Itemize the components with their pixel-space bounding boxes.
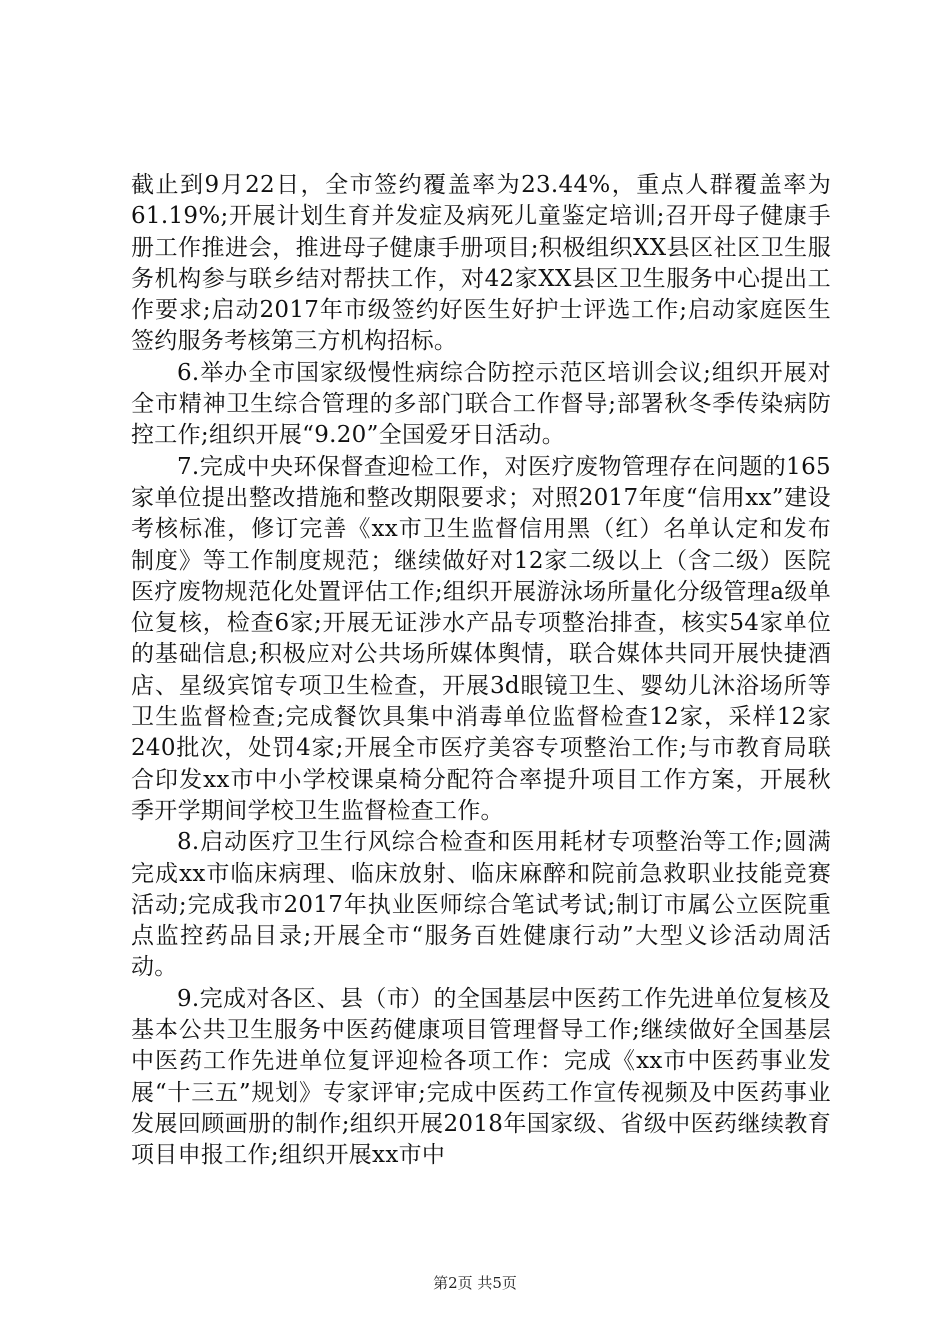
paragraph-item-6: 6.举办全市国家级慢性病综合防控示范区培训会议;组织开展对全市精神卫生综合管理的多部门联合工作督导;部署秋冬季传染病防控工作;组织开展“9.20”全国爱牙日活动。 bbox=[131, 359, 831, 449]
document-body bbox=[131, 170, 831, 1172]
paragraph-intro: 截止到9月22日，全市签约覆盖率为23.44%，重点人群覆盖率为61.19%;开展计划生育并发症及病死儿童鉴定培训;召开母子健康手册工作推进会，推进母子健康手册项目;积极组织XX县区社区卫生服务机构参与联乡结对帮扶工作，对42家XX县区卫生服务中心提出工作要求;启动2017年市级签约好医生好护士评选工作;启动家庭医生签约服务考核第三方机构招标。 bbox=[131, 172, 831, 355]
page-number-footer: 第2页 共5页 bbox=[433, 1274, 517, 1292]
paragraph-item-8: 8.启动医疗卫生行风综合检查和医用耗材专项整治等工作;圆满完成xx市临床病理、临床放射、临床麻醉和院前急救职业技能竞赛活动;完成我市2017年执业医师综合笔试考试;制订市属公立医院重点监控药品目录;开展全市“服务百姓健康行动”大型义诊活动周活动。 bbox=[131, 829, 831, 981]
paragraph-item-7: 7.完成中央环保督查迎检工作，对医疗废物管理存在问题的165家单位提出整改措施和整改期限要求；对照2017年度“信用xx”建设考核标准，修订完善《xx市卫生监督信用黑（红）名单认定和发布制度》等工作制度规范；继续做好对12家二级以上（含二级）医院医疗废物规范化处置评估工作;组织开展游泳场所量化分级管理a级单位复核，检查6家;开展无证涉水产品专项整治排查，核实54家单位的基础信息;积极应对公共场所媒体舆情，联合媒体共同开展快捷酒店、星级宾馆专项卫生检查，开展3d眼镜卫生、婴幼儿沐浴场所等卫生监督检查;完成餐饮具集中消毒单位监督检查12家，采样12家240批次，处罚4家;开展全市医疗美容专项整治工作;与市教育局联合印发xx市中小学校课桌椅分配符合率提升项目工作方案，开展秋季开学期间学校卫生监督检查工作。 bbox=[131, 453, 831, 824]
paragraph-item-9: 9.完成对各区、县（市）的全国基层中医药工作先进单位复核及基本公共卫生服务中医药健康项目管理督导工作;继续做好全国基层中医药工作先进单位复评迎检各项工作：完成《xx市中医药事业发展“十三五”规划》专家评审;完成中医药工作宣传视频及中医药事业发展回顾画册的制作;组织开展2018年国家级、省级中医药继续教育项目申报工作;组织开展xx市中 bbox=[131, 985, 831, 1169]
